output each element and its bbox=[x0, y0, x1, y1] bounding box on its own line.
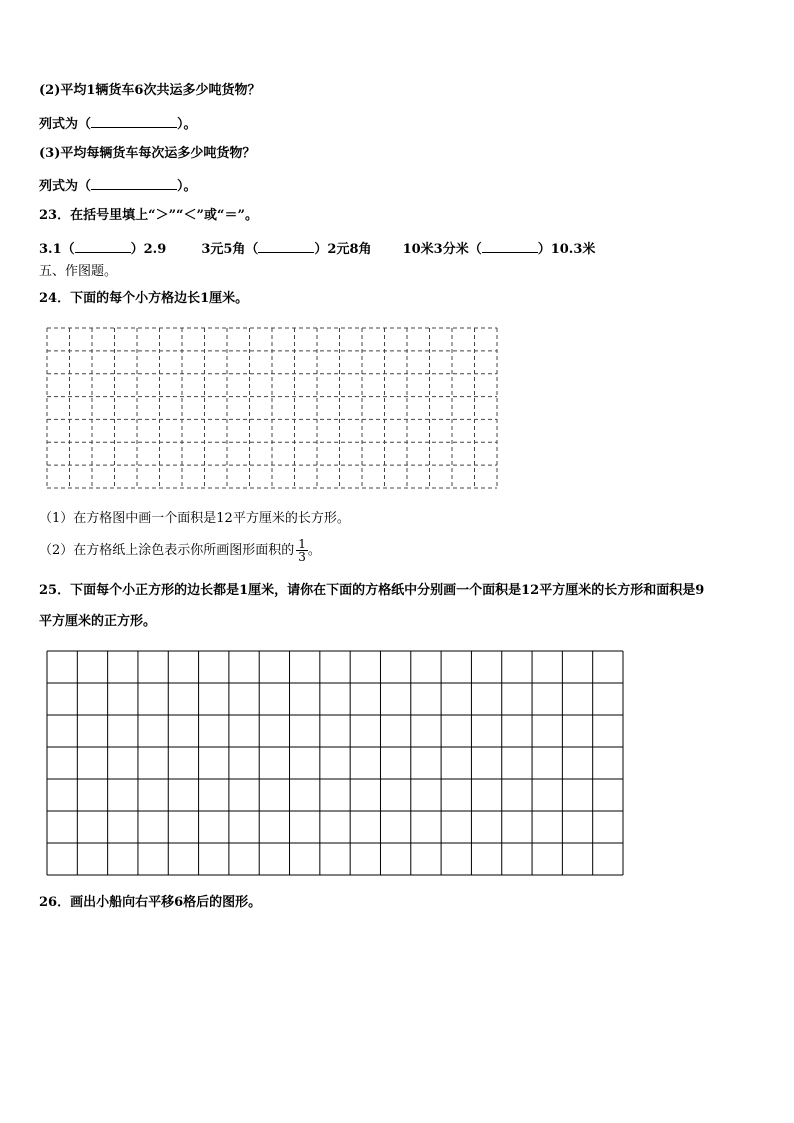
comparison-item-1 bbox=[39, 242, 166, 257]
q25-line1: 25．下面每个小正方形的边长都是1厘米，请你在下面的方格纸中分别画一个面积是12平方厘米的长方形和面积是9 bbox=[39, 583, 705, 598]
q25-solid-grid[interactable] bbox=[46, 650, 624, 876]
item-right: ）10.3米 bbox=[537, 242, 596, 257]
q24-title: 24．下面的每个小方格边长1厘米。 bbox=[39, 291, 249, 306]
answer-blank[interactable] bbox=[91, 177, 177, 190]
formula-suffix: ）。 bbox=[177, 117, 197, 132]
item-left: 10米3分米（ bbox=[402, 242, 482, 257]
q22-sub2-question: (2)平均1辆货车6次共运多少吨货物？ bbox=[39, 83, 261, 98]
q26-title: 26．画出小船向右平移6格后的图形。 bbox=[39, 895, 262, 910]
item-right: ）2.9 bbox=[130, 242, 167, 257]
q23-items bbox=[39, 240, 595, 258]
q24-dashed-grid[interactable] bbox=[46, 327, 498, 489]
item-right: ）2元8角 bbox=[314, 242, 372, 257]
answer-blank[interactable] bbox=[482, 240, 538, 253]
sub2-text: （2）在方格纸上涂色表示你所画图形面积的 bbox=[39, 543, 295, 558]
q22-sub3-formula bbox=[39, 177, 197, 195]
answer-blank[interactable] bbox=[75, 240, 131, 253]
item-left: 3.1（ bbox=[39, 242, 75, 257]
q22-sub3-question: (3)平均每辆货车每次运多少吨货物？ bbox=[39, 146, 256, 161]
item-left: 3元5角（ bbox=[201, 242, 259, 257]
fraction-one-third bbox=[296, 538, 308, 563]
answer-blank[interactable] bbox=[258, 240, 314, 253]
fraction-numerator: 1 bbox=[298, 537, 306, 551]
formula-prefix: 列式为（ bbox=[39, 179, 92, 194]
comparison-item-2 bbox=[201, 242, 371, 257]
fraction-denominator: 3 bbox=[298, 550, 306, 564]
q22-sub2-formula bbox=[39, 115, 197, 133]
formula-suffix: ）。 bbox=[177, 179, 197, 194]
comparison-item-3 bbox=[403, 242, 596, 257]
sub2-end: 。 bbox=[307, 543, 321, 558]
section-5-title: 五、作图题。 bbox=[39, 264, 118, 279]
q24-sub1: （1）在方格图中画一个面积是12平方厘米的长方形。 bbox=[39, 511, 350, 526]
q23-title: 23．在括号里填上“＞”“＜”或“＝”。 bbox=[39, 208, 258, 223]
answer-blank[interactable] bbox=[91, 115, 177, 128]
q25-line2: 平方厘米的正方形。 bbox=[39, 614, 157, 629]
q24-sub2 bbox=[39, 538, 321, 564]
formula-prefix: 列式为（ bbox=[39, 117, 92, 132]
